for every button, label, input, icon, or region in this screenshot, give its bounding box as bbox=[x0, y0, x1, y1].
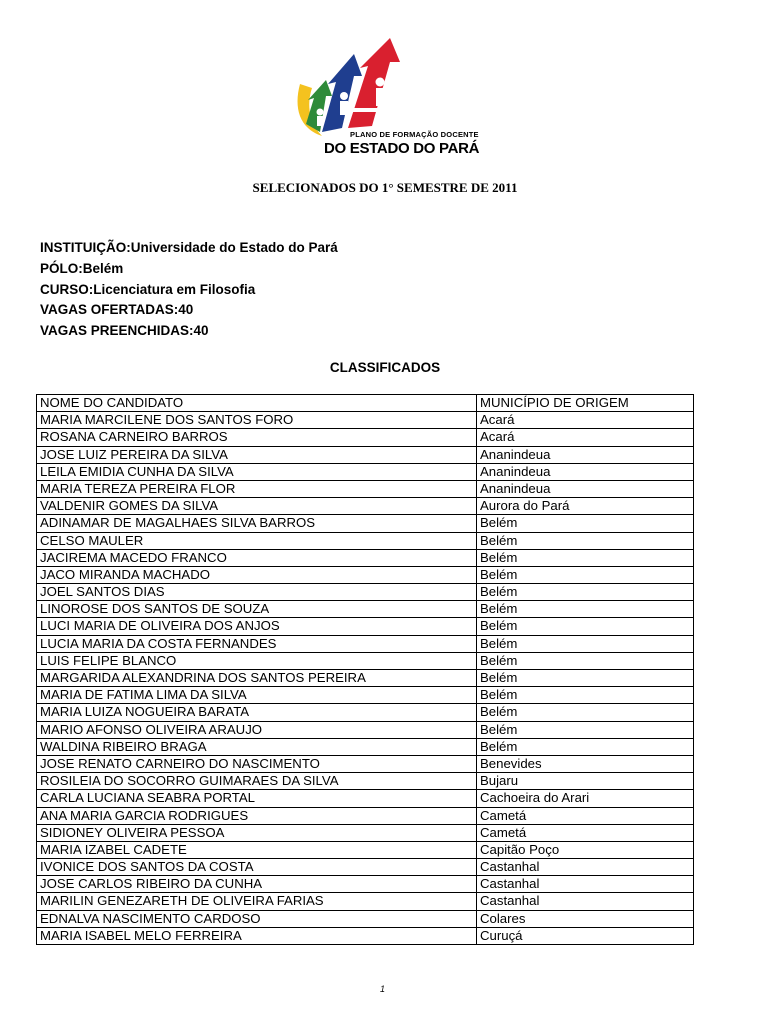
table-row bbox=[37, 532, 694, 549]
municipio-cell: Belém bbox=[477, 687, 694, 704]
table-row bbox=[37, 927, 694, 944]
municipio-cell: Belém bbox=[477, 601, 694, 618]
table-row bbox=[37, 876, 694, 893]
municipio-cell: Belém bbox=[477, 738, 694, 755]
table-row bbox=[37, 429, 694, 446]
municipio-cell: Acará bbox=[477, 429, 694, 446]
municipio-cell: Acará bbox=[477, 412, 694, 429]
municipio-cell: Belém bbox=[477, 532, 694, 549]
table-row bbox=[37, 704, 694, 721]
municipio-cell: Ananindeua bbox=[477, 463, 694, 480]
municipio-cell: Belém bbox=[477, 515, 694, 532]
candidate-name-cell: LUCIA MARIA DA COSTA FERNANDES bbox=[37, 635, 477, 652]
candidate-name-cell: LINOROSE DOS SANTOS DE SOUZA bbox=[37, 601, 477, 618]
candidate-name-cell: MARIO AFONSO OLIVEIRA ARAUJO bbox=[37, 721, 477, 738]
candidate-name-cell: JACIREMA MACEDO FRANCO bbox=[37, 549, 477, 566]
table-header-row bbox=[37, 395, 694, 412]
table-row bbox=[37, 893, 694, 910]
table-row bbox=[37, 910, 694, 927]
logo bbox=[292, 36, 482, 162]
info-curso: CURSO:Licenciatura em Filosofia bbox=[40, 282, 256, 297]
municipio-cell: Belém bbox=[477, 704, 694, 721]
table-row bbox=[37, 566, 694, 583]
table-row bbox=[37, 755, 694, 772]
candidate-name-cell: SIDIONEY OLIVEIRA PESSOA bbox=[37, 824, 477, 841]
candidate-name-cell: JOSE CARLOS RIBEIRO DA CUNHA bbox=[37, 876, 477, 893]
candidate-name-cell: CARLA LUCIANA SEABRA PORTAL bbox=[37, 790, 477, 807]
logo-line2: DO ESTADO DO PARÁ bbox=[324, 140, 480, 157]
page-number: 1 bbox=[380, 984, 386, 994]
candidate-name-cell: LUIS FELIPE BLANCO bbox=[37, 652, 477, 669]
table-row bbox=[37, 601, 694, 618]
info-vagas-preenchidas: VAGAS PREENCHIDAS:40 bbox=[40, 323, 209, 338]
municipio-cell: Belém bbox=[477, 635, 694, 652]
candidate-name-cell: MARILIN GENEZARETH DE OLIVEIRA FARIAS bbox=[37, 893, 477, 910]
municipio-cell: Ananindeua bbox=[477, 446, 694, 463]
candidate-name-cell: JOSE RENATO CARNEIRO DO NASCIMENTO bbox=[37, 755, 477, 772]
table-row bbox=[37, 841, 694, 858]
candidate-name-cell: MARIA MARCILENE DOS SANTOS FORO bbox=[37, 412, 477, 429]
candidate-name-cell: ANA MARIA GARCIA RODRIGUES bbox=[37, 807, 477, 824]
table-row bbox=[37, 584, 694, 601]
table-row bbox=[37, 773, 694, 790]
table-row bbox=[37, 790, 694, 807]
table-row bbox=[37, 635, 694, 652]
header-municipio: MUNICÍPIO DE ORIGEM bbox=[477, 395, 694, 412]
municipio-cell: Belém bbox=[477, 566, 694, 583]
table-row bbox=[37, 738, 694, 755]
candidate-name-cell: WALDINA RIBEIRO BRAGA bbox=[37, 738, 477, 755]
municipio-cell: Cachoeira do Arari bbox=[477, 790, 694, 807]
municipio-cell: Aurora do Pará bbox=[477, 498, 694, 515]
municipio-cell: Cametá bbox=[477, 807, 694, 824]
candidate-name-cell: IVONICE DOS SANTOS DA COSTA bbox=[37, 859, 477, 876]
candidate-name-cell: LEILA EMIDIA CUNHA DA SILVA bbox=[37, 463, 477, 480]
candidate-name-cell: CELSO MAULER bbox=[37, 532, 477, 549]
municipio-cell: Colares bbox=[477, 910, 694, 927]
info-instituicao: INSTITUIÇÃO:Universidade do Estado do Pará bbox=[40, 240, 338, 255]
candidate-name-cell: MARIA TEREZA PEREIRA FLOR bbox=[37, 480, 477, 497]
municipio-cell: Belém bbox=[477, 549, 694, 566]
table-row bbox=[37, 412, 694, 429]
candidate-name-cell: MARIA LUIZA NOGUEIRA BARATA bbox=[37, 704, 477, 721]
municipio-cell: Belém bbox=[477, 652, 694, 669]
table-row bbox=[37, 515, 694, 532]
municipio-cell: Bujaru bbox=[477, 773, 694, 790]
candidate-name-cell: ADINAMAR DE MAGALHAES SILVA BARROS bbox=[37, 515, 477, 532]
candidate-name-cell: ROSANA CARNEIRO BARROS bbox=[37, 429, 477, 446]
candidate-name-cell: ROSILEIA DO SOCORRO GUIMARAES DA SILVA bbox=[37, 773, 477, 790]
table-row bbox=[37, 807, 694, 824]
table-row bbox=[37, 721, 694, 738]
candidates-table-body bbox=[37, 395, 694, 945]
municipio-cell: Benevides bbox=[477, 755, 694, 772]
table-row bbox=[37, 824, 694, 841]
municipio-cell: Castanhal bbox=[477, 893, 694, 910]
table-row bbox=[37, 859, 694, 876]
municipio-cell: Belém bbox=[477, 618, 694, 635]
logo-line1: PLANO DE FORMAÇÃO DOCENTE bbox=[350, 130, 479, 139]
candidate-name-cell: JOEL SANTOS DIAS bbox=[37, 584, 477, 601]
municipio-cell: Cametá bbox=[477, 824, 694, 841]
municipio-cell: Capitão Poço bbox=[477, 841, 694, 858]
document-title: SELECIONADOS DO 1° SEMESTRE DE 2011 bbox=[252, 180, 518, 195]
table-row bbox=[37, 446, 694, 463]
candidate-name-cell: MARIA DE FATIMA LIMA DA SILVA bbox=[37, 687, 477, 704]
header-name: NOME DO CANDIDATO bbox=[37, 395, 477, 412]
section-heading: CLASSIFICADOS bbox=[329, 360, 441, 375]
table-row bbox=[37, 618, 694, 635]
candidate-name-cell: MARIA IZABEL CADETE bbox=[37, 841, 477, 858]
municipio-cell: Belém bbox=[477, 670, 694, 687]
info-vagas-ofertadas: VAGAS OFERTADAS:40 bbox=[40, 302, 194, 317]
candidate-name-cell: EDNALVA NASCIMENTO CARDOSO bbox=[37, 910, 477, 927]
table-row bbox=[37, 670, 694, 687]
info-polo: PÓLO:Belém bbox=[40, 261, 124, 276]
candidate-name-cell: VALDENIR GOMES DA SILVA bbox=[37, 498, 477, 515]
candidate-name-cell: JACO MIRANDA MACHADO bbox=[37, 566, 477, 583]
table-row bbox=[37, 463, 694, 480]
candidate-name-cell: MARGARIDA ALEXANDRINA DOS SANTOS PEREIRA bbox=[37, 670, 477, 687]
table-row bbox=[37, 549, 694, 566]
municipio-cell: Curuçá bbox=[477, 927, 694, 944]
table-row bbox=[37, 498, 694, 515]
municipio-cell: Castanhal bbox=[477, 876, 694, 893]
table-row bbox=[37, 687, 694, 704]
municipio-cell: Belém bbox=[477, 584, 694, 601]
table-row bbox=[37, 652, 694, 669]
municipio-cell: Ananindeua bbox=[477, 480, 694, 497]
candidate-name-cell: MARIA ISABEL MELO FERREIRA bbox=[37, 927, 477, 944]
municipio-cell: Belém bbox=[477, 721, 694, 738]
candidate-name-cell: LUCI MARIA DE OLIVEIRA DOS ANJOS bbox=[37, 618, 477, 635]
candidates-table bbox=[36, 394, 694, 945]
municipio-cell: Castanhal bbox=[477, 859, 694, 876]
table-row bbox=[37, 480, 694, 497]
candidate-name-cell: JOSE LUIZ PEREIRA DA SILVA bbox=[37, 446, 477, 463]
